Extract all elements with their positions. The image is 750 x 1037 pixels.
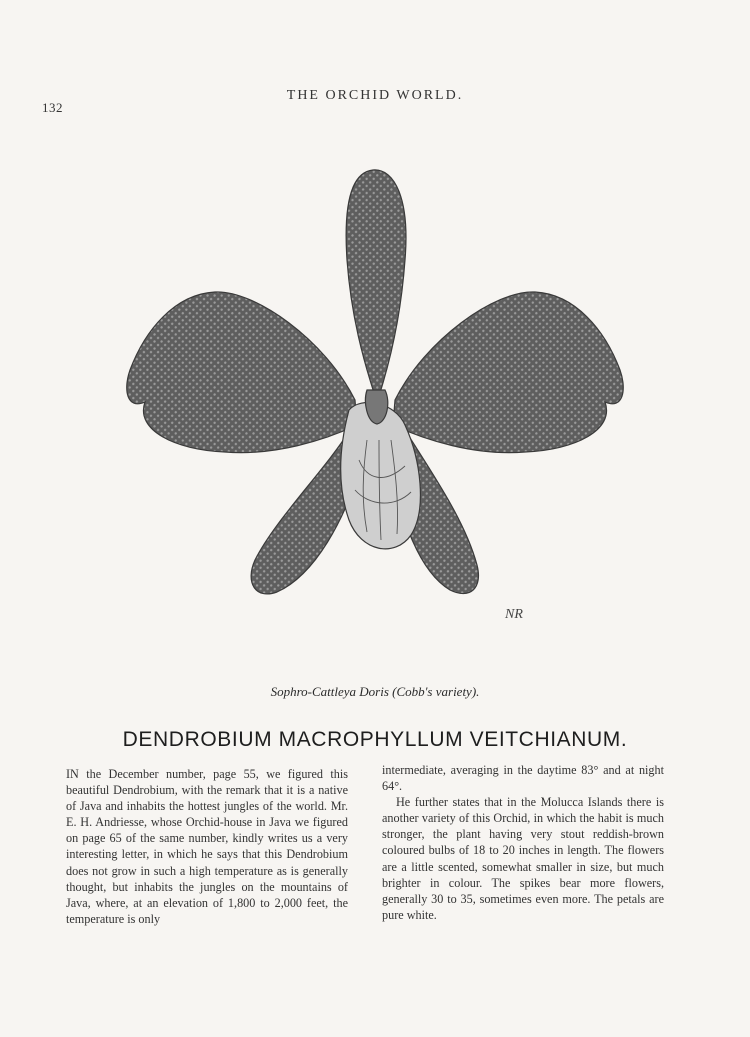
article-column-left	[66, 766, 348, 927]
orchid-illustration	[105, 140, 645, 660]
artist-signature: NR	[505, 607, 523, 622]
running-head: THE ORCHID WORLD.	[286, 88, 464, 103]
plate-caption: Sophro-Cattleya Doris (Cobb's variety).	[270, 684, 480, 699]
article-column-right	[382, 762, 664, 923]
page-number: 132	[42, 100, 63, 115]
paragraph: He further states that in the Molucca Islands there is another variety of this Orchid, in which the habit is much stronger, the plant having very stout reddish-brown coloured bulbs of 18 to 20 inches in length. The flowers are a little scented, somewhat smaller in size, but much brighter in colour. The spikes bear more flowers, generally 30 to 35, sometimes even more. The petals are pure white.	[382, 795, 664, 922]
article-title: DENDROBIUM MACROPHYLLUM VEITCHIANUM.	[122, 728, 628, 751]
paragraph: intermediate, averaging in the daytime 83° and at night 64°.	[382, 763, 664, 794]
paragraph: IN the December number, page 55, we figured this beautiful Dendrobium, with the remark that it is a native of Java and inhabits the hottest jungles of the world. Mr. E. H. Andriesse, whose Orchid-house in Java we figured on page 65 of the same number, kindly writes us a very interesting letter, in which he says that this Dendrobium does not grow in such a high temperature as is generally thought, but inhabits the jungles on the mountains of Java, where, at an elevation of 1,800 to 2,000 feet, the temperature is only	[66, 767, 348, 926]
